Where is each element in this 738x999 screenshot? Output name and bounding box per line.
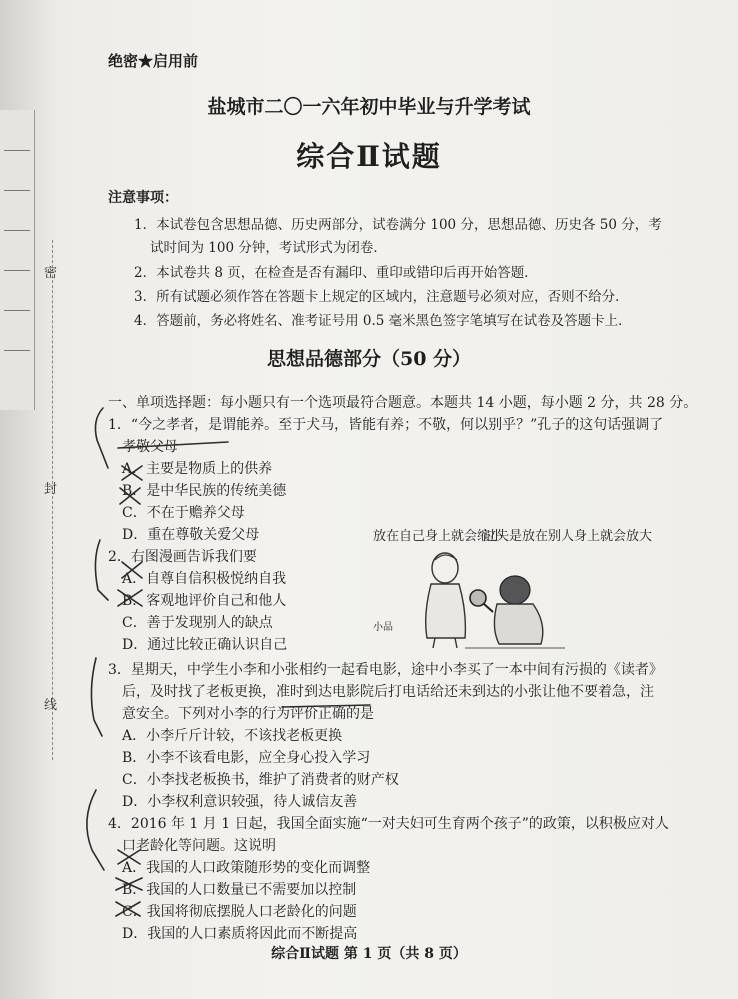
notice-line: 3．所有试题必须作答在答题卡上规定的区域内，注意题号必须对应，否则不给分． [134, 289, 629, 305]
question-line: C．小李找老板换书，维护了消费者的财产权 [122, 772, 399, 788]
question-line: C．善于发现别人的缺点 [122, 615, 273, 631]
cartoon-caption-a: 放在自己身上就会缩小 [373, 529, 504, 544]
question-line: D．重在尊敬关爱父母 [122, 527, 260, 543]
question-line: C．不在于赡养父母 [122, 505, 245, 521]
question-line: B．是中华民族的传统美德 [122, 483, 287, 499]
pencil-bracket-q1 [95, 408, 108, 468]
question-line: D．我国的人口素质将因此而不断提高 [122, 926, 358, 942]
binding-char-feng: 封 [44, 482, 58, 497]
question-line: B．小李不该看电影，应全身心投入学习 [122, 750, 371, 766]
question-line: B．客观地评价自己和他人 [122, 593, 287, 609]
binding-dashed-line [52, 240, 53, 760]
question-line: A．自尊自信积极悦纳自我 [122, 571, 287, 587]
question-line: 1．“今之孝者，是谓能养。至于犬马，皆能有养；不敬，何以别乎？”孔子的这句话强调了 [108, 417, 664, 433]
question-line: 孝敬父母 [122, 439, 178, 455]
question-line: D．小李权利意识较强，待人诚信友善 [122, 794, 358, 810]
question-line: 意安全。下列对小李的行为评价正确的是 [122, 706, 374, 722]
notice-line: 试时间为 100 分钟，考试形式为闭卷． [150, 240, 387, 256]
question-line: B．我国的人口数量已不需要加以控制 [122, 882, 357, 898]
section-title: 思想品德部分（50 分） [266, 348, 472, 370]
question-line: 后，及时找了老板更换，准时到达电影院后打电话给还未到达的小张让他不要着急，注 [122, 684, 654, 700]
notice-line: 1．本试卷包含思想品德、历史两部分，试卷满分 100 分，思想品德、历史各 50 分，考 [134, 217, 662, 233]
cartoon-signature: 小品 [373, 622, 393, 633]
question-line: 口老龄化等问题。这说明 [122, 838, 276, 854]
exam-title: 盐城市二〇一六年初中毕业与升学考试 [207, 96, 531, 118]
question-line: 3．星期天，中学生小李和小张相约一起看电影，途中小李买了一本中间有污损的《读者》 [108, 662, 663, 678]
question-line: C．我国将彻底摆脱人口老龄化的问题 [122, 904, 357, 920]
paper-title: 综合Ⅱ试题 [296, 140, 442, 173]
cartoon-caption-b: 过失是放在别人身上就会放大 [483, 529, 653, 544]
notice-heading: 注意事项： [108, 190, 178, 206]
page-footer: 综合Ⅱ试题 第 1 页（共 8 页） [271, 946, 467, 962]
question-line: 4．2016 年 1 月 1 日起，我国全面实施“一对夫妇可生育两个孩子”的政策，以积极应对人 [108, 816, 669, 832]
secret-label: 绝密★启用前 [108, 52, 199, 70]
notice-line: 2．本试卷共 8 页，在检查是否有漏印、重印或错印后再开始答题． [134, 265, 538, 281]
question-line: A．小李斤斤计较，不该找老板更换 [122, 728, 343, 744]
question-line: 2．右图漫画告诉我们要 [108, 549, 257, 565]
notice-line: 4．答题前，务必将姓名、准考证号用 0.5 毫米黑色签字笔填写在试卷及答题卡上． [134, 313, 632, 329]
question-line: 一、单项选择题：每小题只有一个选项最符合题意。本题共 14 小题，每小题 2 分，共 28 分。 [108, 395, 698, 411]
binding-char-xian: 线 [44, 698, 58, 713]
question-line: A．我国的人口政策随形势的变化而调整 [122, 860, 371, 876]
question-line: D．通过比较正确认识自己 [122, 637, 288, 653]
binding-char-mi: 密 [44, 266, 58, 281]
cartoon-illustration [365, 520, 653, 650]
question-line: A．主要是物质上的供养 [122, 461, 273, 477]
